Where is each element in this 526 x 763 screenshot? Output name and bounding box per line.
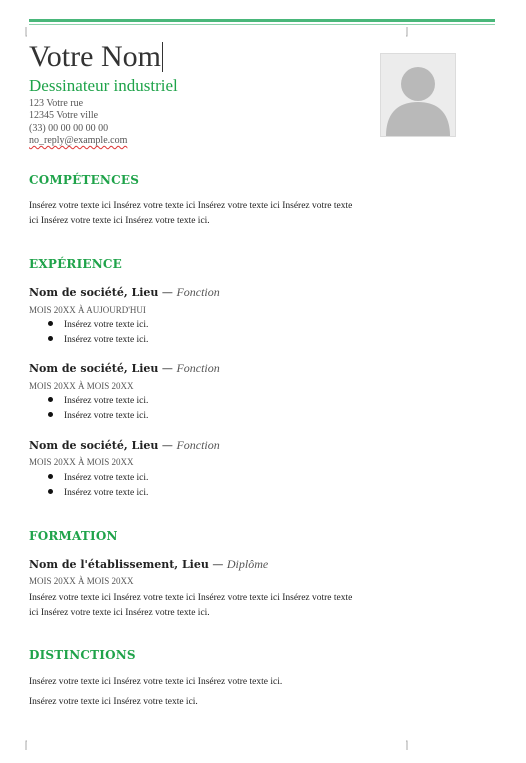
bullet-dot bbox=[48, 474, 53, 479]
header-rule-thin bbox=[29, 24, 495, 25]
skills-line-1: Insérez votre texte ici Insérez votre texte ici Insérez votre texte ici Insérez votre texte bbox=[29, 201, 353, 211]
job-3-bullet-2-text: Insérez votre texte ici. bbox=[64, 488, 149, 498]
corner-mark-bottom-left bbox=[17, 740, 27, 750]
bullet-dot bbox=[48, 336, 53, 341]
job-1-company: Nom de société, Lieu bbox=[29, 286, 159, 299]
education-header[interactable] bbox=[29, 557, 268, 572]
text-cursor bbox=[162, 42, 163, 72]
job-1-bullet-2[interactable] bbox=[48, 335, 148, 345]
corner-mark-top-left bbox=[17, 27, 27, 37]
experience-heading[interactable]: EXPÉRIENCE bbox=[29, 257, 123, 271]
education-line-1: Insérez votre texte ici Insérez votre texte ici Insérez votre texte ici Insérez votre texte bbox=[29, 593, 353, 603]
header-rule bbox=[29, 19, 495, 22]
job-1-role: Fonction bbox=[176, 285, 220, 299]
address-line-1[interactable]: 123 Votre rue bbox=[29, 98, 84, 109]
bullet-dot bbox=[48, 489, 53, 494]
phone-number[interactable]: (33) 00 00 00 00 00 bbox=[29, 123, 109, 134]
job-3-separator: — bbox=[158, 439, 177, 452]
education-heading[interactable]: FORMATION bbox=[29, 529, 118, 543]
job-1-bullet-1[interactable] bbox=[48, 320, 148, 330]
job-2-dates[interactable]: MOIS 20XX À MOIS 20XX bbox=[29, 381, 134, 391]
resume-name[interactable] bbox=[29, 40, 163, 74]
awards-line-1[interactable]: Insérez votre texte ici Insérez votre texte ici Insérez votre texte ici. bbox=[29, 677, 283, 687]
job-3-role: Fonction bbox=[176, 438, 220, 452]
job-2-bullet-2-text: Insérez votre texte ici. bbox=[64, 411, 149, 421]
job-1-separator: — bbox=[158, 286, 177, 299]
job-1-dates[interactable]: MOIS 20XX À AUJOURD'HUI bbox=[29, 305, 146, 315]
education-line-2: ici Insérez votre texte ici Insérez votre texte ici. bbox=[29, 608, 210, 618]
job-1-bullet-1-text: Insérez votre texte ici. bbox=[64, 320, 149, 330]
job-1-header[interactable] bbox=[29, 285, 220, 300]
address-line-2[interactable]: 12345 Votre ville bbox=[29, 110, 99, 121]
corner-mark-top-right bbox=[406, 27, 416, 37]
skills-line-2: ici Insérez votre texte ici Insérez votre texte ici. bbox=[29, 216, 210, 226]
job-3-bullet-2[interactable] bbox=[48, 488, 148, 498]
job-2-bullet-1[interactable] bbox=[48, 396, 148, 406]
person-placeholder-icon bbox=[381, 54, 455, 136]
job-3-bullet-1[interactable] bbox=[48, 473, 148, 483]
bullet-dot bbox=[48, 397, 53, 402]
awards-heading[interactable]: DISTINCTIONS bbox=[29, 648, 136, 662]
education-text[interactable] bbox=[29, 591, 419, 621]
job-2-role: Fonction bbox=[176, 361, 220, 375]
skills-heading[interactable]: COMPÉTENCES bbox=[29, 173, 140, 187]
corner-mark-bottom-right bbox=[406, 740, 416, 750]
job-3-header[interactable] bbox=[29, 438, 220, 453]
education-dates[interactable]: MOIS 20XX À MOIS 20XX bbox=[29, 576, 134, 586]
job-3-bullet-1-text: Insérez votre texte ici. bbox=[64, 473, 149, 483]
job-2-company: Nom de société, Lieu bbox=[29, 362, 159, 375]
resume-name-text[interactable]: Votre Nom bbox=[29, 40, 161, 73]
bullet-dot bbox=[48, 321, 53, 326]
job-3-company: Nom de société, Lieu bbox=[29, 439, 159, 452]
email-address[interactable]: no_reply@example.com bbox=[29, 135, 128, 146]
job-2-header[interactable] bbox=[29, 361, 220, 376]
education-school: Nom de l'établissement, Lieu bbox=[29, 558, 209, 571]
job-3-dates[interactable]: MOIS 20XX À MOIS 20XX bbox=[29, 457, 134, 467]
job-2-bullet-2[interactable] bbox=[48, 411, 148, 421]
education-separator: — bbox=[208, 558, 227, 571]
education-degree: Diplôme bbox=[226, 557, 269, 571]
job-1-bullet-2-text: Insérez votre texte ici. bbox=[64, 335, 149, 345]
job-2-separator: — bbox=[158, 362, 177, 375]
resume-job-title[interactable]: Dessinateur industriel bbox=[29, 76, 178, 95]
awards-line-2[interactable]: Insérez votre texte ici Insérez votre texte ici. bbox=[29, 697, 198, 707]
profile-photo[interactable] bbox=[380, 53, 456, 137]
job-2-bullet-1-text: Insérez votre texte ici. bbox=[64, 396, 149, 406]
skills-text[interactable] bbox=[29, 199, 419, 229]
bullet-dot bbox=[48, 412, 53, 417]
